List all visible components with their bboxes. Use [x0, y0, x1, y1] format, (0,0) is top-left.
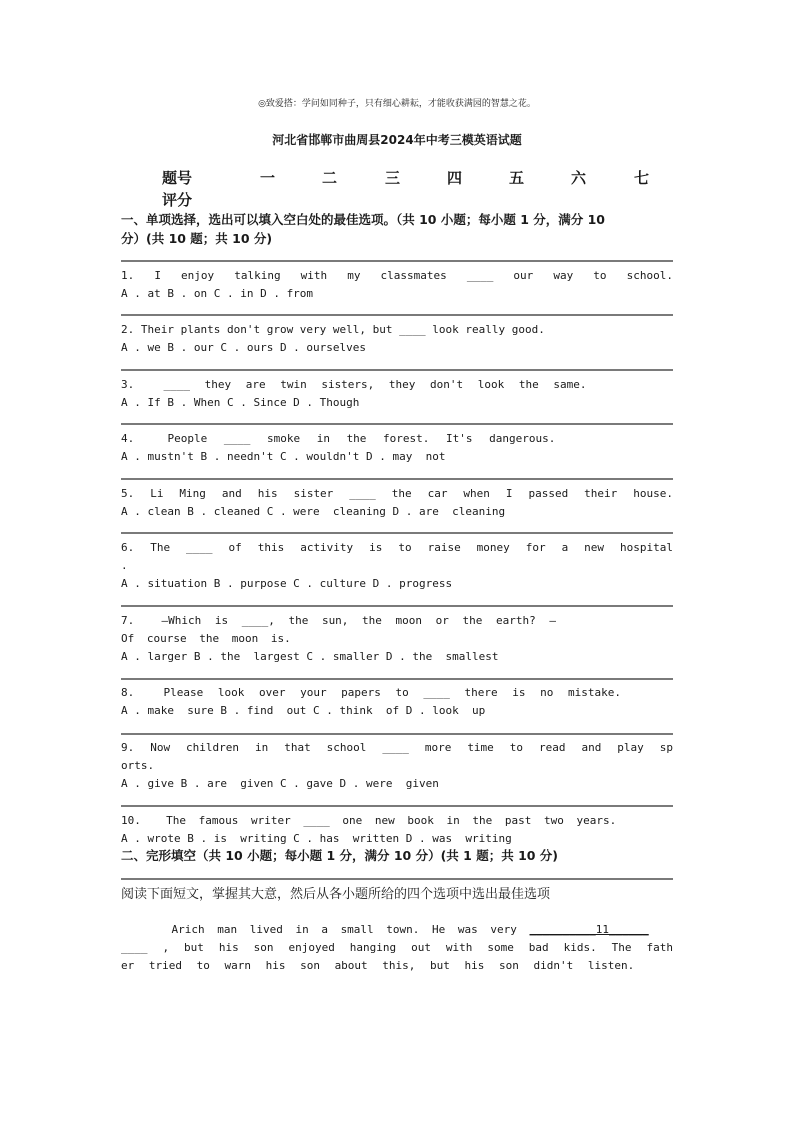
separator	[121, 678, 673, 680]
col-6: 六	[571, 169, 587, 187]
col-7: 七	[634, 169, 650, 187]
question-2	[121, 321, 673, 357]
question-8	[121, 684, 673, 720]
question-stem-cont: .	[121, 559, 128, 572]
section-1-heading-line1: 一、单项选择，选出可以填入空白处的最佳选项。（共 10 小题；每小题 1 分，满分 10	[121, 212, 605, 227]
section-1-heading	[121, 210, 676, 248]
passage-line-3: er tried to warn his son about this, but his son didn't listen.	[121, 959, 635, 972]
separator	[121, 369, 673, 371]
reading-instruction: 阅读下面短文，掌握其大意，然后从各小题所给的四个选项中选出最佳选项	[121, 887, 551, 902]
question-stem: 9. Now children in that school ____ more time to read and play sp	[121, 741, 673, 754]
separator	[121, 260, 673, 262]
question-stem-cont: Of course the moon is.	[121, 632, 291, 645]
question-stem: 8. Please look over your papers to ____ there is no mistake.	[121, 686, 621, 699]
passage-line-1-text: Arich man lived in a small town. He was very	[121, 923, 530, 936]
col-2: 二	[322, 169, 338, 187]
blank-11: __________11______	[529, 923, 649, 936]
score-table	[162, 167, 662, 211]
question-6	[121, 539, 673, 593]
question-1	[121, 267, 673, 303]
question-options: A . clean B . cleaned C . were cleaning D . are cleaning	[121, 505, 506, 518]
question-options: A . larger B . the largest C . smaller D . the smallest	[121, 650, 499, 663]
question-options: A . make sure B . find out C . think of D . look up	[121, 704, 486, 717]
question-options: A . mustn't B . needn't C . wouldn't D . may not	[121, 450, 446, 463]
question-options: A . If B . When C . Since D . Though	[121, 396, 360, 409]
separator	[121, 314, 673, 316]
separator	[121, 605, 673, 607]
question-options: A . we B . our C . ours D . ourselves	[121, 341, 367, 354]
question-stem: 4. People ____ smoke in the forest. It's dangerous.	[121, 432, 556, 445]
separator	[121, 733, 673, 735]
question-options: A . give B . are given C . gave D . were given	[121, 777, 439, 790]
row-label-score: 评分	[162, 191, 193, 209]
col-5: 五	[509, 169, 525, 187]
question-7	[121, 612, 673, 666]
reading-passage	[121, 921, 673, 975]
question-9	[121, 739, 673, 793]
question-10	[121, 812, 673, 848]
col-3: 三	[385, 169, 401, 187]
separator	[121, 423, 673, 425]
passage-line-2: ____ , but his son enjoyed hanging out with some bad kids. The fath	[121, 941, 673, 954]
section-2-heading: 二、完形填空（共 10 小题；每小题 1 分，满分 10 分）(共 1 题；共 10 分)	[121, 848, 559, 863]
question-stem: 10. The famous writer ____ one new book in the past two years.	[121, 814, 617, 827]
motto-text: ◎致爱搭：学问如同种子，只有细心耕耘，才能收获满园的智慧之花。	[258, 99, 536, 109]
row-label-number: 题号	[162, 169, 193, 187]
separator	[121, 478, 673, 480]
question-stem: 3. ____ they are twin sisters, they don't look the same.	[121, 378, 587, 391]
score-header-row	[162, 167, 662, 189]
score-value-row	[162, 189, 662, 211]
col-4: 四	[447, 169, 463, 187]
question-5	[121, 485, 673, 521]
question-options: A . wrote B . is writing C . has written D . was writing	[121, 832, 512, 845]
question-4	[121, 430, 673, 466]
separator	[121, 532, 673, 534]
question-options: A . situation B . purpose C . culture D . progress	[121, 577, 453, 590]
question-options: A . at B . on C . in D . from	[121, 287, 314, 300]
separator	[121, 805, 673, 807]
question-stem: 6. The ____ of this activity is to raise money for a new hospital	[121, 541, 673, 554]
separator	[121, 878, 673, 880]
question-stem: 2. Their plants don't grow very well, but ____ look really good.	[121, 323, 545, 336]
col-1: 一	[260, 169, 276, 187]
question-stem-cont: orts.	[121, 759, 155, 772]
passage-line-1	[121, 921, 673, 939]
question-3	[121, 376, 673, 412]
question-stem: 1. I enjoy talking with my classmates ____ our way to school.	[121, 269, 673, 282]
question-stem: 5. Li Ming and his sister ____ the car when I passed their house.	[121, 487, 673, 500]
page-title: 河北省邯郸市曲周县2024年中考三模英语试题	[272, 133, 522, 147]
section-1-heading-line2: 分）(共 10 题；共 10 分)	[121, 231, 273, 246]
question-stem: 7. —Which is ____, the sun, the moon or the earth? —	[121, 614, 556, 627]
